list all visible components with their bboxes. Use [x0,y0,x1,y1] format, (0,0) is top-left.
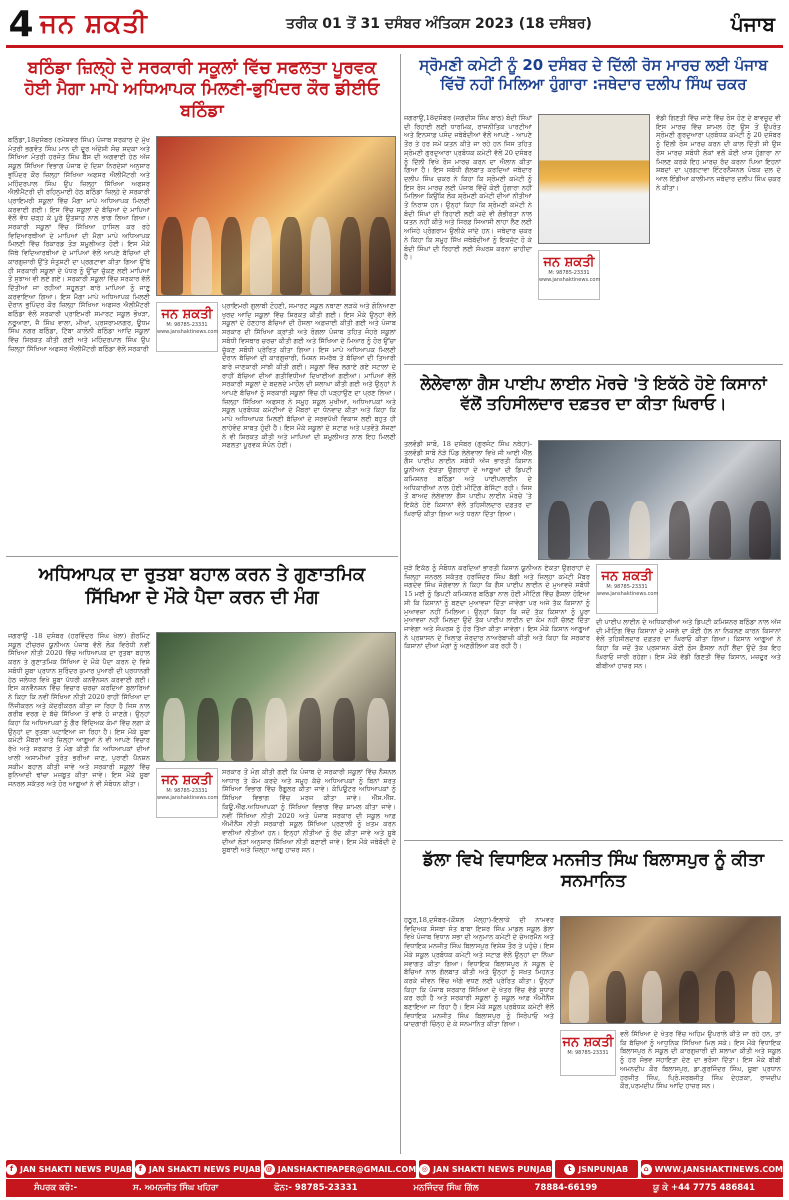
article-body-right: ਸਰਕਾਰ ਤੋਂ ਮੰਗ ਕੀਤੀ ਗਈ ਕਿ ਪੰਜਾਬ ਦੇ ਸਰਕਾਰੀ ਸਕੂਲਾਂ ਵਿੱਚ ਨੈਸ਼ਨਲ ਆਧਾਰ ਤੇ ਕੰਮ ਕਰਦੇ ਅਤੇ ਸਮੂਹ ਕੱਚੇ ਅਧਿਆਪਕਾਂ ਨੂੰ ਬਿਨਾਂ ਸ਼ਰਤ ਸਿੱਖਿਆ ਵਿਭਾਗ ਵਿੱਚ ਰੈਗੂਲਰ ਕੀਤਾ ਜਾਵੇ। ਕੰਪਿਊਟਰ ਅਧਿਆਪਕਾਂ ਨੂੰ ਸਿੱਖਿਆ ਵਿਭਾਗ ਵਿੱਚ ਮਰਜ ਕੀਤਾ ਜਾਵੇ। ਐੱਸ.ਐੱਸ. ਕਿਊ.ਐੱਫ.ਅਧਿਆਪਕਾਂ ਨੂੰ ਸਿੱਖਿਆ ਵਿਭਾਗ ਵਿੱਚ ਸ਼ਾਮਲ ਕੀਤਾ ਜਾਵੇ। ਨਵੀਂ ਸਿੱਖਿਆ ਨੀਤੀ 2020 ਅਤੇ ਪੰਜਾਬ ਸਰਕਾਰ ਦੀ ਸਕੂਲ ਆਫ਼ ਐਮੀਨੈਂਸ ਨੀਤੀ ਸਰਕਾਰੀ ਸਕੂਲ ਸਿੱਖਿਆ ਪ੍ਰਣਾਲੀ ਨੂੰ ਖ਼ਤਮ ਕਰਨ ਵਾਲੀਆਂ ਨੀਤੀਆਂ ਹਨ। ਇਨ੍ਹਾਂ ਨੀਤੀਆਂ ਨੂੰ ਰੱਦ ਕੀਤਾ ਜਾਵੇ ਅਤੇ ਸੂਬੇ ਦੀਆਂ ਲੋੜਾਂ ਅਨੁਸਾਰ ਸਿੱਖਿਆ ਨੀਤੀ ਬਣਾਈ ਜਾਵੇ। ਇਸ ਮੌਕੇ ਜਥੇਬੰਦੀ ਦੇ ਸੂਬਾਈ ਅਤੇ ਜ਼ਿਲ੍ਹਾ ਆਗੂ ਹਾਜ਼ਰ ਸਨ। [222,768,396,855]
contact-phone: 78884-66199 [534,1183,598,1193]
issue-date: ਤਰੀਕ 01 ਤੋਂ 31 ਦਸੰਬਰ ਅੰਤਿਕਸ 2023 (18 ਦਸੰਬਰ) [286,16,592,32]
article-mla-honoured [404,844,783,1156]
newspaper-logo: ਜਨ ਸ਼ਕਤੀ M: 98785-23331 www.janshaktinews.com [156,768,218,818]
newspaper-page [6,4,783,1196]
website-link[interactable]: ⌂ WWW.JANSHAKTINEWS.COM [641,1160,783,1178]
brand-logo: ਜਨ ਸ਼ਕਤੀ [40,9,148,39]
twitter-icon: t [564,1164,575,1175]
newspaper-logo: ਜਨ ਸ਼ਕਤੀ M: 98785-23331 www.janshaktinews.com [538,250,600,300]
article-body-mid: ਜਗਰਾਉਂ,18ਦਸੰਬਰ (ਜਗਦੀਸ਼ ਸਿੰਘ ਬਾਠ) ਬੰਦੀ ਸਿੰਘਾਂ ਦੀ ਰਿਹਾਈ ਲਈ ਧਾਰਮਿਕ, ਰਾਜਨੀਤਿਕ ਪਾਰਟੀਆਂ ਅਤੇ ਇਨਸਾਫ਼ ਪਸੰਦ ਜਥੇਬੰਦੀਆਂ ਵੱਲੋਂ ਆਪਣੇ - ਆਪਣੇ ਤੌਰ ਤੇ ਹਰ ਸਮੇਂ ਯਤਨ ਕੀਤੇ ਜਾ ਰਹੇ ਹਨ ਜਿਸ ਤਹਿਤ ਸ਼੍ਰੋਮਣੀ ਗੁਰਦੁਆਰਾ ਪ੍ਰਬੰਧਕ ਕਮੇਟੀ ਵੱਲੋਂ 20 ਦਸੰਬਰ ਨੂੰ ਦਿੱਲੀ ਵਿਖੇ ਰੋਸ ਮਾਰਚ ਕਰਨ ਦਾ ਐਲਾਨ ਕੀਤਾ ਗਿਆ ਹੈ। ਇਸ ਸਬੰਧੀ ਗੱਲਬਾਤ ਕਰਦਿਆਂ ਜਥੇਦਾਰ ਦਲੀਪ ਸਿੰਘ ਚਕਰ ਨੇ ਕਿਹਾ ਕਿ ਸ਼੍ਰੋਮਣੀ ਕਮੇਟੀ ਨੂੰ ਇਸ ਰੋਸ ਮਾਰਚ ਲਈ ਪੰਜਾਬ ਵਿੱਚੋਂ ਕੋਈ ਹੁੰਗਾਰਾ ਨਹੀਂ ਮਿਲਿਆ ਕਿਉਂਕਿ ਲੋਕ ਸ਼੍ਰੋਮਣੀ ਕਮੇਟੀ ਦੀਆਂ ਨੀਤੀਆਂ ਤੋਂ ਨਿਰਾਸ਼ ਹਨ। ਉਨ੍ਹਾਂ ਕਿਹਾ ਕਿ ਸ਼੍ਰੋਮਣੀ ਕਮੇਟੀ ਨੇ ਬੰਦੀ ਸਿੰਘਾਂ ਦੀ ਰਿਹਾਈ ਲਈ ਕਦੇ ਵੀ ਗੰਭੀਰਤਾ ਨਾਲ ਯਤਨ ਨਹੀਂ ਕੀਤੇ ਅਤੇ ਸਿਰਫ਼ ਸਿਆਸੀ ਲਾਹਾ ਲੈਣ ਲਈ ਅਜਿਹੇ ਪ੍ਰੋਗਰਾਮ ਉਲੀਕੇ ਜਾਂਦੇ ਹਨ। ਜਥੇਦਾਰ ਚਕਰ ਨੇ ਕਿਹਾ ਕਿ ਸਮੂਹ ਸਿੱਖ ਜਥੇਬੰਦੀਆਂ ਨੂੰ ਇਕਜੁੱਟ ਹੋ ਕੇ ਬੰਦੀ ਸਿੰਘਾਂ ਦੀ ਰਿਹਾਈ ਲਈ ਸੰਘਰਸ਼ ਕਰਨਾ ਚਾਹੀਦਾ ਹੈ। [404,114,532,262]
article-headline: ਅਧਿਆਪਕ ਦਾ ਰੁਤਬਾ ਬਹਾਲ ਕਰਨ ਤੇ ਗੁਣਾਤਮਿਕ ਸਿੱਖਿਆ ਦੇ ਮੌਕੇ ਪੈਦਾ ਕਰਨ ਦੀ ਮੰਗ [38,564,366,608]
row-divider [404,840,783,841]
section-label: ਪੰਜਾਬ [730,12,775,36]
email-icon: @ [265,1165,273,1173]
article-headline: ਬਠਿੰਡਾ ਜ਼ਿਲ੍ਹੇ ਦੇ ਸਰਕਾਰੀ ਸਕੂਲਾਂ ਵਿੱਚ ਸਫਲਤਾ ਪੂਰਵਕ ਹੋਈ ਮੈਗਾ ਮਾਪੇ ਅਧਿਆਪਕ ਮਿਲਣੀ-ਭੁਪਿੰਦਰ ਕੌਰ ਡੀਈਓ ਬਠਿੰਡਾ [24,58,380,121]
instagram-link[interactable]: ◎ JAN SHAKTI NEWS PUNJAB [419,1160,552,1178]
portrait-photo [538,114,650,244]
page-number: 4 [8,4,34,45]
globe-icon: ⌂ [641,1164,652,1175]
convention-photo [156,632,396,762]
social-links-row [6,1160,783,1178]
newspaper-logo: ਜਨ ਸ਼ਕਤੀ M: 98785-23331 www.janshaktinews.com [156,302,218,352]
contact-row [6,1179,783,1197]
column-divider [400,54,401,1154]
article-headline: ਲੇਲੇਵਾਲਾ ਗੈਸ ਪਾਈਪ ਲਾਈਨ ਮੋਰਚੇ 'ਤੇ ਇਕੱਠੇ ਹੋਏ ਕਿਸਾਨਾਂ ਵੱਲੋਂ ਤਹਿਸੀਲਦਾਰ ਦਫ਼ਤਰ ਦਾ ਕੀਤਾ ਘਿਰਾਓ। [420,374,767,413]
article-headline: ਡੱਲਾ ਵਿਖੇ ਵਿਧਾਇਕ ਮਨਜੀਤ ਸਿੰਘ ਬਿਲਾਸਪੁਰ ਨੂੰ ਕੀਤਾ ਸਨਮਾਨਿਤ [423,850,764,892]
contact-uk-phone: ਯੂ ਕੇ +44 7775 486841 [653,1183,755,1193]
email-link[interactable]: @ JANSHAKTIPAPER@GMAIL.COM [264,1160,416,1178]
article-gas-pipeline [404,368,783,838]
event-photo [156,136,396,296]
facebook-icon: f [135,1164,146,1175]
facebook-page-link[interactable]: f JAN SHAKTI NEWS PUJAB [135,1160,261,1178]
newspaper-logo: ਜਨ ਸ਼ਕਤੀ M: 98785-23331 [560,1030,616,1076]
masthead [6,4,783,48]
facebook-icon: f [6,1164,17,1175]
article-body-left: ਜੁੜੇ ਇਕੱਠ ਨੂੰ ਸੰਬੋਧਨ ਕਰਦਿਆਂ ਭਾਰਤੀ ਕਿਸਾਨ ਯੂਨੀਅਨ ਏਕਤਾ ਉਗਰਾਹਾਂ ਦੇ ਜ਼ਿਲ੍ਹਾ ਜਨਰਲ ਸਕੱਤਰ ਹਰਜਿੰਦਰ ਸਿੰਘ ਬੱਗੀ ਅਤੇ ਜ਼ਿਲ੍ਹਾ ਕਮੇਟੀ ਮੈਂਬਰ ਜਗਦੇਵ ਸਿੰਘ ਜੋਗੇਵਾਲਾ ਨੇ ਕਿਹਾ ਕਿ ਗੈਸ ਪਾਈਪ ਲਾਈਨ ਦੇ ਮੁਆਵਜ਼ੇ ਸਬੰਧੀ 15 ਮਈ ਨੂੰ ਡਿਪਟੀ ਕਮਿਸ਼ਨਰ ਬਠਿੰਡਾ ਨਾਲ ਹੋਈ ਮੀਟਿੰਗ ਵਿੱਚ ਫ਼ੈਸਲਾ ਹੋਇਆ ਸੀ ਕਿ ਕਿਸਾਨਾਂ ਨੂੰ ਬਣਦਾ ਮੁਆਵਜ਼ਾ ਦਿੱਤਾ ਜਾਵੇਗਾ ਪਰ ਅਜੇ ਤੱਕ ਕਿਸਾਨਾਂ ਨੂੰ ਮੁਆਵਜ਼ਾ ਨਹੀਂ ਮਿਲਿਆ। ਉਨ੍ਹਾਂ ਕਿਹਾ ਕਿ ਜਦੋਂ ਤੱਕ ਕਿਸਾਨਾਂ ਨੂੰ ਪੂਰਾ ਮੁਆਵਜ਼ਾ ਨਹੀਂ ਮਿਲਦਾ ਉਦੋਂ ਤੱਕ ਪਾਈਪ ਲਾਈਨ ਦਾ ਕੰਮ ਨਹੀਂ ਚੱਲਣ ਦਿੱਤਾ ਜਾਵੇਗਾ ਅਤੇ ਸੰਘਰਸ਼ ਨੂੰ ਹੋਰ ਤਿੱਖਾ ਕੀਤਾ ਜਾਵੇਗਾ। ਇਸ ਮੌਕੇ ਕਿਸਾਨ ਆਗੂਆਂ ਨੇ ਪ੍ਰਸ਼ਾਸਨ ਦੇ ਖਿਲਾਫ਼ ਜ਼ੋਰਦਾਰ ਨਾਅਰੇਬਾਜ਼ੀ ਕੀਤੀ ਅਤੇ ਕਿਹਾ ਕਿ ਸਰਕਾਰ ਕਿਸਾਨਾਂ ਦੀਆਂ ਮੰਗਾਂ ਨੂੰ ਅਣਗੌਲਿਆ ਕਰ ਰਹੀ ਹੈ। [404,564,590,651]
article-mega-ptm [6,52,398,552]
instagram-icon: ◎ [419,1164,430,1175]
honour-photo [560,916,781,1024]
row-divider [6,556,398,557]
contact-phone: ਫੋਨ:- 98785-23331 [274,1183,358,1193]
facebook-link[interactable]: f JAN SHAKTI NEWS PUJAB [6,1160,132,1178]
twitter-link[interactable]: t JSNPUNJAB [555,1160,638,1178]
article-body-left: ਹਠੂਰ,18,ਦਸੰਬਰ-(ਕੌਸ਼ਲ ਮੱਲ੍ਹਾ)-ਇਲਾਕੇ ਦੀ ਨਾਮਵਰ ਵਿਦਿਅਕ ਸੰਸਥਾ ਸੰਤ ਬਾਬਾ ਇਸ਼ਰ ਸਿੰਘ ਮਾਡਲ ਸਕੂਲ ਡੱਲਾ ਵਿਖੇ ਪੰਜਾਬ ਵਿਧਾਨ ਸਭਾ ਦੀ ਅਨੁਮਾਨ ਕਮੇਟੀ ਦੇ ਚੇਅਰਮੈਨ ਅਤੇ ਵਿਧਾਇਕ ਮਨਜੀਤ ਸਿੰਘ ਬਿਲਾਸਪੁਰ ਵਿਸ਼ੇਸ਼ ਤੌਰ ਤੇ ਪਹੁੰਚੇ। ਇਸ ਮੌਕੇ ਸਕੂਲ ਪ੍ਰਬੰਧਕ ਕਮੇਟੀ ਅਤੇ ਸਟਾਫ਼ ਵੱਲੋਂ ਉਨ੍ਹਾਂ ਦਾ ਨਿੱਘਾ ਸਵਾਗਤ ਕੀਤਾ ਗਿਆ। ਵਿਧਾਇਕ ਬਿਲਾਸਪੁਰ ਨੇ ਸਕੂਲ ਦੇ ਬੱਚਿਆਂ ਨਾਲ ਗੱਲਬਾਤ ਕੀਤੀ ਅਤੇ ਉਨ੍ਹਾਂ ਨੂੰ ਸਖ਼ਤ ਮਿਹਨਤ ਕਰਕੇ ਜੀਵਨ ਵਿੱਚ ਅੱਗੇ ਵਧਣ ਲਈ ਪ੍ਰੇਰਿਤ ਕੀਤਾ। ਉਨ੍ਹਾਂ ਕਿਹਾ ਕਿ ਪੰਜਾਬ ਸਰਕਾਰ ਸਿੱਖਿਆ ਦੇ ਖੇਤਰ ਵਿੱਚ ਵੱਡੇ ਸੁਧਾਰ ਕਰ ਰਹੀ ਹੈ ਅਤੇ ਸਰਕਾਰੀ ਸਕੂਲਾਂ ਨੂੰ ਸਕੂਲ ਆਫ਼ ਐਮੀਨੈਂਸ ਬਣਾਇਆ ਜਾ ਰਿਹਾ ਹੈ। ਇਸ ਮੌਕੇ ਸਕੂਲ ਪ੍ਰਬੰਧਕ ਕਮੇਟੀ ਵੱਲੋਂ ਵਿਧਾਇਕ ਮਨਜੀਤ ਸਿੰਘ ਬਿਲਾਸਪੁਰ ਨੂੰ ਸਿਰੋਪਾਓ ਅਤੇ ਯਾਦਗਾਰੀ ਚਿੰਨ੍ਹ ਦੇ ਕੇ ਸਨਮਾਨਿਤ ਕੀਤਾ ਗਿਆ। [404,916,554,1029]
contact-name: ਸ. ਅਮਨਜੀਤ ਸਿੰਘ ਖਹਿਰਾ [132,1183,219,1193]
article-body-left: ਬਠਿੰਡਾ,18ਦਸੰਬਰ (ਰਮੇਸ਼ਵਰ ਸਿੰਘ) ਪੰਜਾਬ ਸਰਕਾਰ ਦੇ ਮੁੱਖ ਮੰਤਰੀ ਭਗਵੰਤ ਸਿੰਘ ਮਾਨ ਦੀ ਦੂਰ ਅੰਦੇਸ਼ੀ ਸੋਚ ਸਦਕਾ ਅਤੇ ਸਿੱਖਿਆ ਮੰਤਰੀ ਹਰਜੋਤ ਸਿੰਘ ਬੈਂਸ ਦੀ ਅਗਵਾਈ ਹੇਠ ਅੱਜ ਸਕੂਲ ਸਿੱਖਿਆ ਵਿਭਾਗ ਪੰਜਾਬ ਦੇ ਦਿਸ਼ਾ ਨਿਰਦੇਸ਼ਾਂ ਅਨੁਸਾਰ ਭੁਪਿੰਦਰ ਕੌਰ ਜ਼ਿਲ੍ਹਾ ਸਿੱਖਿਆ ਅਫਸਰ ਐਲੀਮੈਂਟਰੀ ਅਤੇ ਮਹਿੰਦਰਪਾਲ ਸਿੰਘ ਉਪ ਜ਼ਿਲ੍ਹਾ ਸਿੱਖਿਆ ਅਫਸਰ ਐਲੀਮੈਂਟਰੀ ਦੀ ਰਹਿਨੁਮਾਈ ਹੇਠ ਬਠਿੰਡਾ ਜ਼ਿਲ੍ਹੇ ਦੇ ਸਰਕਾਰੀ ਪ੍ਰਾਇਮਰੀ ਸਕੂਲਾਂ ਵਿੱਚ ਮੈਗਾ ਮਾਪੇ ਅਧਿਆਪਕ ਮਿਲਣੀ ਕਰਵਾਈ ਗਈ। ਇਸ ਵਿੱਚ ਸਕੂਲਾਂ ਦੇ ਬੱਚਿਆਂ ਦੇ ਮਾਪਿਆਂ ਵੱਲੋਂ ਵੱਧ ਚੜ੍ਹ ਕੇ ਪੂਰੇ ਉਤਸ਼ਾਹ ਨਾਲ ਭਾਗ ਲਿਆ ਗਿਆ। ਸਰਕਾਰੀ ਸਕੂਲਾਂ ਵਿੱਚ ਸਿੱਖਿਆ ਹਾਸਿਲ ਕਰ ਰਹੇ ਵਿਦਿਆਰਥੀਆਂ ਦੇ ਮਾਪਿਆਂ ਦੀ ਮੈਗਾ ਮਾਪੇ ਅਧਿਆਪਕ ਮਿਲਣੀ ਵਿੱਚ ਰਿਕਾਰਡ ਤੋੜ ਸ਼ਮੂਲੀਅਤ ਹੋਈ। ਇਸ ਮੌਕੇ ਜਿੱਥੇ ਵਿਦਿਆਰਥੀਆਂ ਦੇ ਮਾਪਿਆਂ ਵੱਲੋਂ ਆਪਣੇ ਬੱਚਿਆਂ ਦੀ ਕਾਰਗੁਜ਼ਾਰੀ ਉੱਤੇ ਸੰਤੁਸ਼ਟੀ ਦਾ ਪ੍ਰਗਟਾਵਾ ਕੀਤਾ ਗਿਆ ਉੱਥੇ ਹੀ ਸਰਕਾਰੀ ਸਕੂਲਾਂ ਦੇ ਪੱਧਰ ਨੂੰ ਉੱਚਾ ਚੁੱਕਣ ਲਈ ਮਾਪਿਆਂ ਤੋਂ ਸੁਝਾਅ ਵੀ ਲਏ ਗਏ। ਸਰਕਾਰੀ ਸਕੂਲਾਂ ਵਿੱਚ ਸਰਕਾਰ ਵੱਲੋਂ ਦਿੱਤੀਆਂ ਜਾ ਰਹੀਆਂ ਸਹੂਲਤਾਂ ਬਾਰੇ ਮਾਪਿਆਂ ਨੂੰ ਜਾਣੂ ਕਰਵਾਇਆ ਗਿਆ। ਇਸ ਮੈਗਾ ਮਾਪੇ ਅਧਿਆਪਕ ਮਿਲਣੀ ਦੌਰਾਨ ਭੁਪਿੰਦਰ ਕੌਰ ਜ਼ਿਲ੍ਹਾ ਸਿੱਖਿਆ ਅਫਸਰ ਐਲੀਮੈਂਟਰੀ ਬਠਿੰਡਾ ਵੱਲੋਂ ਸਰਕਾਰੀ ਪ੍ਰਾਇਮਰੀ ਸਮਾਰਟ ਸਕੂਲ ਭੋਖੜਾ, ਨਰੂਆਣਾ, ਜੈ ਸਿੰਘ ਵਾਲਾ, ਮੀਆਂ, ਪ੍ਰਸਰਾਮਨਗਰ, ਊਧਮ ਸਿੰਘ ਨਗਰ ਬਠਿੰਡਾ, ਟਿੱਬਾ ਕਾਲੋਨੀ ਬਠਿੰਡਾ ਆਦਿ ਸਕੂਲਾਂ ਵਿੱਚ ਸ਼ਿਰਕਤ ਕੀਤੀ ਗਈ ਅਤੇ ਮਹਿੰਦਰਪਾਲ ਸਿੰਘ ਉਪ ਜ਼ਿਲ੍ਹਾ ਸਿੱਖਿਆ ਅਫਸਰ ਐਲੀਮੈਂਟਰੀ ਬਠਿੰਡਾ ਵੱਲੋਂ ਸਰਕਾਰੀ [8,136,150,353]
footer-bar [6,1160,783,1196]
article-body-right: ਦੀ ਪਾਈਪ ਲਾਈਨ ਦੇ ਅਧਿਕਾਰੀਆਂ ਅਤੇ ਡਿਪਟੀ ਕਮਿਸ਼ਨਰ ਬਠਿੰਡਾ ਨਾਲ ਅੱਜ ਦੀ ਮੀਟਿੰਗ ਵਿੱਚ ਕਿਸਾਨਾਂ ਦੇ ਮਸਲੇ ਦਾ ਕੋਈ ਹੱਲ ਨਾ ਨਿਕਲਣ ਕਾਰਨ ਕਿਸਾਨਾਂ ਵੱਲੋਂ ਤਹਿਸੀਲਦਾਰ ਦਫ਼ਤਰ ਦਾ ਘਿਰਾਓ ਕੀਤਾ ਗਿਆ। ਕਿਸਾਨ ਆਗੂਆਂ ਨੇ ਕਿਹਾ ਕਿ ਜਦੋਂ ਤੱਕ ਪ੍ਰਸ਼ਾਸਨ ਕੋਈ ਠੋਸ ਫ਼ੈਸਲਾ ਨਹੀਂ ਲੈਂਦਾ ਉਦੋਂ ਤੱਕ ਇਹ ਘਿਰਾਓ ਜਾਰੀ ਰਹੇਗਾ। ਇਸ ਮੌਕੇ ਵੱਡੀ ਗਿਣਤੀ ਵਿੱਚ ਕਿਸਾਨ, ਮਜ਼ਦੂਰ ਅਤੇ ਬੀਬੀਆਂ ਹਾਜ਼ਰ ਸਨ। [596,618,781,670]
article-body-right: ਪ੍ਰਾਇਮਰੀ ਗੁਲਾਬੀ ਟੋਹਣੀ, ਸਮਾਰਟ ਸਕੂਲ ਨਥਾਣਾ ਲੜਕੇ ਅਤੇ ਗੋਨਿਆਣਾ ਖੁਰਦ ਆਦਿ ਸਕੂਲਾਂ ਵਿੱਚ ਸ਼ਿਰਕਤ ਕੀਤੀ ਗਈ। ਇਸ ਮੌਕੇ ਉਨ੍ਹਾਂ ਵੱਲੋਂ ਸਕੂਲਾਂ ਦੇ ਹੋਣਹਾਰ ਬੱਚਿਆਂ ਦੀ ਹੌਸਲਾ ਅਫ਼ਜ਼ਾਈ ਕੀਤੀ ਗਈ ਅਤੇ ਪੰਜਾਬ ਸਰਕਾਰ ਦੀ ਸਿੱਖਿਆ ਕ੍ਰਾਂਤੀ ਅਤੇ ਰੰਗਲਾ ਪੰਜਾਬ ਤਹਿਤ ਜੋਹਰੇ ਸਕੂਲਾਂ ਸਬੰਧੀ ਵਿਸਥਾਰ ਚਰਚਾ ਕੀਤੀ ਗਈ ਅਤੇ ਸਿੱਖਿਆ ਦੇ ਮਿਆਰ ਨੂੰ ਹੋਰ ਉੱਚਾ ਚੁੱਕਣ ਸਬੰਧੀ ਪ੍ਰੇਰਿਤ ਕੀਤਾ ਗਿਆ। ਇਸ ਮਾਪੇ ਅਧਿਆਪਕ ਮਿਲਣੀ ਦੌਰਾਨ ਬੱਚਿਆਂ ਦੀ ਕਾਰਗੁਜ਼ਾਰੀ, ਮਿਸ਼ਨ ਸਮਰੱਥ ਤੇ ਬੱਚਿਆਂ ਦੀ ਤਿਆਰੀ ਬਾਰੇ ਜਾਣਕਾਰੀ ਸਾਂਝੀ ਕੀਤੀ ਗਈ। ਸਕੂਲਾਂ ਵਿੱਚ ਲਗਾਏ ਗਏ ਸਟਾਲਾਂ ਦੇ ਰਾਹੀਂ ਬੱਚਿਆਂ ਦੀਆਂ ਗਤੀਵਿਧੀਆਂ ਦਿਖਾਈਆਂ ਗਈਆਂ। ਮਾਪਿਆਂ ਵੱਲੋਂ ਸਰਕਾਰੀ ਸਕੂਲਾਂ ਦੇ ਬਦਲਦੇ ਮਾਹੌਲ ਦੀ ਸ਼ਲਾਘਾ ਕੀਤੀ ਗਈ ਅਤੇ ਉਨ੍ਹਾਂ ਨੇ ਆਪਣੇ ਬੱਚਿਆਂ ਨੂੰ ਸਰਕਾਰੀ ਸਕੂਲਾਂ ਵਿੱਚ ਹੀ ਪੜ੍ਹਾਉਣ ਦਾ ਪ੍ਰਣ ਲਿਆ। ਜ਼ਿਲ੍ਹਾ ਸਿੱਖਿਆ ਅਫਸਰ ਨੇ ਸਮੂਹ ਸਕੂਲ ਮੁਖੀਆਂ, ਅਧਿਆਪਕਾਂ ਅਤੇ ਸਕੂਲ ਪ੍ਰਬੰਧਕ ਕਮੇਟੀਆਂ ਦੇ ਮੈਂਬਰਾਂ ਦਾ ਧੰਨਵਾਦ ਕੀਤਾ ਅਤੇ ਕਿਹਾ ਕਿ ਮਾਪੇ ਅਧਿਆਪਕ ਮਿਲਣੀ ਬੱਚਿਆਂ ਦੇ ਸਰਵਪੱਖੀ ਵਿਕਾਸ ਲਈ ਬਹੁਤ ਹੀ ਲਾਹੇਵੰਦ ਸਾਬਤ ਹੁੰਦੀ ਹੈ। ਇਸ ਮੌਕੇ ਸਕੂਲਾਂ ਦੇ ਸਟਾਫ਼ ਅਤੇ ਪਤਵੰਤੇ ਸੱਜਣਾਂ ਨੇ ਵੀ ਸ਼ਿਰਕਤ ਕੀਤੀ ਅਤੇ ਮਾਪਿਆਂ ਦੀ ਸ਼ਮੂਲੀਅਤ ਨਾਲ ਇਹ ਮਿਲਣੀ ਸਫਲਤਾ ਪੂਰਵਕ ਸੰਪੰਨ ਹੋਈ। [222,302,396,450]
row-divider [404,364,783,365]
protest-photo [538,440,781,560]
article-teachers-demand [6,560,398,1156]
article-body-right: ਵੱਡੀ ਗਿਣਤੀ ਵਿੱਚ ਜਾਣੇ ਵਿੱਚ ਰੋਸ ਹੋਣ ਦੇ ਬਾਵਜੂਦ ਵੀ ਇਸ ਮਾਰਚ ਵਿੱਚ ਸ਼ਾਮਲ ਹੋਣ ਉਸ ਤੋਂ ਉਪਰੰਤ ਸ੍ਰੋਮਣੀ ਗੁਰਦੁਆਰਾ ਪ੍ਰਬੰਧਕ ਕਮੇਟੀ ਨੂੰ 20 ਦਸੰਬਰ ਨੂੰ ਦਿੱਲੀ ਰੋਸ ਮਾਰਚ ਕਰਨ ਦੀ ਕਾਲ ਦਿੱਤੀ ਸੀ ਉਸ ਰੋਸ ਮਾਰਚ ਸਬੰਧੀ ਲੋਕਾਂ ਵਲੋਂ ਕੋਈ ਖਾਸ ਹੁੰਗਾਰਾ ਨਾ ਮਿਲਣ ਕਰਕੇ ਇਹ ਮਾਰਚ ਰੱਦ ਕਰਨਾ ਪਿਆ ਇਹਨਾਂ ਸ਼ਬਦਾਂ ਦਾ ਪ੍ਰਗਟਾਵਾ ਇੰਟਰਨੈਸ਼ਨਲ ਪੰਥਕ ਦਲ ਦੇ ਆਲ ਇੰਡੀਆ ਕਾਲੀਮਾਨ ਜਥੇਦਾਰ ਦਲੀਪ ਸਿੰਘ ਚਕਰ ਨੇ ਕੀਤਾ। [656,114,781,192]
article-headline: ਸ੍ਰੋਮਣੀ ਕਮੇਟੀ ਨੂੰ 20 ਦਸੰਬਰ ਦੇ ਦਿੱਲੀ ਰੋਸ ਮਾਰਚ ਲਈ ਪੰਜਾਬ ਵਿੱਚੋਂ ਨਹੀਂ ਮਿਲਿਆ ਹੁੰਗਾਰਾ :ਜਥੇਦਾਰ ਦਲੀਪ ਸਿੰਘ ਚਕਰ [419,56,768,93]
newspaper-logo: ਜਨ ਸ਼ਕਤੀ M: 98785-23331 www.janshaktinews.com [596,564,658,614]
contact-name: ਮਨਜਿੰਦਰ ਸਿੰਘ ਗਿੱਲ [413,1183,479,1193]
article-body-top: ਤਲਵੰਡੀ ਸਾਬੋ, 18 ਦਸੰਬਰ (ਗੁਰਜੰਟ ਸਿੰਘ ਨਥੇਹਾ)- ਤਲਵੰਡੀ ਸਾਬੋ ਨੇੜੇ ਪਿੰਡ ਲੇਲੇਵਾਲਾ ਵਿਖੇ ਜੀ ਆਈ ਐੱਲ ਗੈਸ ਪਾਈਪ ਲਾਈਨ ਸਬੰਧੀ ਅੱਜ ਭਾਰਤੀ ਕਿਸਾਨ ਯੂਨੀਅਨ ਏਕਤਾ ਉਗਰਾਹਾਂ ਦੇ ਆਗੂਆਂ ਦੀ ਡਿਪਟੀ ਕਮਿਸ਼ਨਰ ਬਠਿੰਡਾ ਅਤੇ ਪਾਈਪਲਾਈਨ ਦੇ ਅਧਿਕਾਰੀਆਂ ਨਾਲ ਹੋਈ ਮੀਟਿੰਗ ਬੇਸਿੱਟਾ ਰਹੀ। ਜਿਸ ਤੋਂ ਬਾਅਦ ਲੇਲੇਵਾਲਾ ਗੈਸ ਪਾਈਪ ਲਾਈਨ ਮੋਰਚੇ 'ਤੇ ਇਕੱਠੇ ਹੋਏ ਕਿਸਾਨਾਂ ਵੱਲੋਂ ਤਹਿਸੀਲਦਾਰ ਦਫ਼ਤਰ ਦਾ ਘਿਰਾਓ ਕੀਤਾ ਗਿਆ ਅਤੇ ਧਰਨਾ ਦਿੱਤਾ ਗਿਆ। [404,440,532,518]
article-body-right: ਵਲੋਂ ਸਿੱਖਿਆ ਦੇ ਖੇਤਰ ਵਿੱਚ ਅਹਿਮ ਉਪਰਾਲੇ ਕੀਤੇ ਜਾ ਰਹੇ ਹਨ, ਤਾਂ ਕਿ ਬੱਚਿਆਂ ਨੂੰ ਆਧੁਨਿਕ ਸਿੱਖਿਆ ਮਿਲ ਸਕੇ। ਇਸ ਮੌਕੇ ਵਿਧਾਇਕ ਬਿਲਾਸਪੁਰ ਨੇ ਸਕੂਲ ਦੀ ਕਾਰਗੁਜ਼ਾਰੀ ਦੀ ਸ਼ਲਾਘਾ ਕੀਤੀ ਅਤੇ ਸਕੂਲ ਨੂੰ ਹਰ ਸੰਭਵ ਸਹਾਇਤਾ ਦੇਣ ਦਾ ਭਰੋਸਾ ਦਿੱਤਾ। ਇਸ ਮੌਕੇ ਬੀਬੀ ਅਮਨਦੀਪ ਕੌਰ ਬਿਲਾਸਪੁਰ, ਡਾ.ਗੁਰਜਿੰਦਰ ਸਿੰਘ, ਸੂਬਾ ਪ੍ਰਧਾਨ ਹਰਜੀਤ ਸਿੰਘ, ਪ੍ਰਿੰ.ਸਰਬਜੀਤ ਸਿੰਘ ਦੇਹੜਕਾ, ਰਾਜਦੀਪ ਕੌਰ,ਪਰਮਦੀਪ ਸਿੰਘ ਆਦਿ ਹਾਜ਼ਰ ਸਨ। [620,1030,781,1091]
article-sgpc-march [404,52,783,362]
contact-label: ਸੰਪਰਕ ਕਰੋ:- [33,1183,78,1193]
article-body-left: ਜਗਰਾਉਂ -18 ਦਸੰਬਰ (ਹਰਵਿੰਦਰ ਸਿੰਘ ਖੇਲਾ) ਗੌਰਮਿੰਟ ਸਕੂਲ ਟੀਚਰਜ਼ ਯੂਨੀਅਨ ਪੰਜਾਬ ਵੱਲੋਂ ਲੋਕ ਵਿਰੋਧੀ ਨਵੀਂ ਸਿੱਖਿਆ ਨੀਤੀ 2020 ਵਿੱਚ ਅਧਿਆਪਕ ਦਾ ਰੁਤਬਾ ਬਹਾਲ ਕਰਨ ਤੇ ਗੁਣਾਤਮਿਕ ਸਿੱਖਿਆ ਦੇ ਮੌਕੇ ਪੈਦਾ ਕਰਨ ਦੇ ਵਿਸ਼ੇ ਸਬੰਧੀ ਸੂਬਾ ਪ੍ਰਧਾਨ ਸੁਰਿੰਦਰ ਕੁਮਾਰ ਪੁਆਰੀ ਦੀ ਪ੍ਰਧਾਨਗੀ ਹੇਠ ਜਲੰਧਰ ਵਿਖੇ ਸੂਬਾ ਪੱਧਰੀ ਕਨਵੈਨਸ਼ਨ ਕਰਵਾਈ ਗਈ। ਇਸ ਕਨਵੈਨਸ਼ਨ ਵਿੱਚ ਵਿਚਾਰ ਚਰਚਾ ਕਰਦਿਆਂ ਬੁਲਾਰਿਆਂ ਨੇ ਕਿਹਾ ਕਿ ਨਵੀਂ ਸਿੱਖਿਆ ਨੀਤੀ 2020 ਰਾਹੀਂ ਸਿੱਖਿਆ ਦਾ ਨਿੱਜੀਕਰਨ ਅਤੇ ਕੇਂਦਰੀਕਰਨ ਕੀਤਾ ਜਾ ਰਿਹਾ ਹੈ ਜਿਸ ਨਾਲ ਗਰੀਬ ਵਰਗ ਦੇ ਬੱਚੇ ਸਿੱਖਿਆ ਤੋਂ ਵਾਂਝੇ ਹੋ ਜਾਣਗੇ। ਉਨ੍ਹਾਂ ਕਿਹਾ ਕਿ ਅਧਿਆਪਕਾਂ ਨੂੰ ਗੈਰ ਵਿੱਦਿਅਕ ਕੰਮਾਂ ਵਿੱਚ ਲਗਾ ਕੇ ਉਨ੍ਹਾਂ ਦਾ ਰੁਤਬਾ ਘਟਾਇਆ ਜਾ ਰਿਹਾ ਹੈ। ਇਸ ਮੌਕੇ ਸੂਬਾ ਕਮੇਟੀ ਮੈਂਬਰਾਂ ਅਤੇ ਜ਼ਿਲ੍ਹਾ ਆਗੂਆਂ ਨੇ ਵੀ ਆਪਣੇ ਵਿਚਾਰ ਰੱਖੇ ਅਤੇ ਸਰਕਾਰ ਤੋਂ ਮੰਗ ਕੀਤੀ ਕਿ ਅਧਿਆਪਕਾਂ ਦੀਆਂ ਖਾਲੀ ਅਸਾਮੀਆਂ ਤੁਰੰਤ ਭਰੀਆਂ ਜਾਣ, ਪੁਰਾਣੀ ਪੈਨਸ਼ਨ ਸਕੀਮ ਬਹਾਲ ਕੀਤੀ ਜਾਵੇ ਅਤੇ ਸਰਕਾਰੀ ਸਕੂਲਾਂ ਵਿੱਚ ਬੁਨਿਆਦੀ ਢਾਂਚਾ ਮਜ਼ਬੂਤ ਕੀਤਾ ਜਾਵੇ। ਇਸ ਮੌਕੇ ਸੂਬਾ ਜਨਰਲ ਸਕੱਤਰ ਅਤੇ ਹੋਰ ਆਗੂਆਂ ਨੇ ਵੀ ਸੰਬੋਧਨ ਕੀਤਾ। [8,632,150,788]
